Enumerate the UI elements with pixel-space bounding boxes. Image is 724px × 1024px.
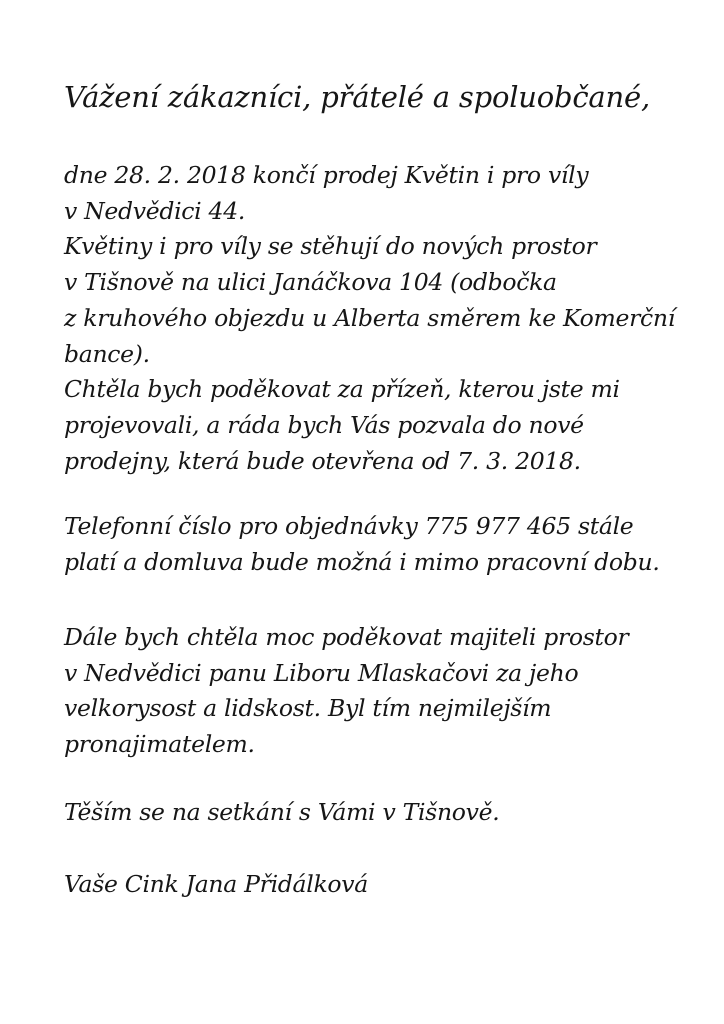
paragraph-landlord-thanks <box>64 620 628 763</box>
signature-line: Vaše Cink Jana Přidálková <box>64 870 368 898</box>
letter-greeting: Vážení zákazníci, přátelé a spoluobčané, <box>64 80 650 114</box>
text-line: Těším se na setkání s Vámi v Tišnově. <box>64 798 500 826</box>
paragraph-closing <box>64 795 499 831</box>
text-line: z kruhového objezdu u Alberta směrem ke Komerční <box>64 303 675 332</box>
text-line: platí a domluva bude možná i mimo pracovní dobu. <box>64 547 660 576</box>
text-line: bance). <box>64 339 150 368</box>
paragraph-phone-orders <box>64 509 660 580</box>
text-line: prodejny, která bude otevřena od 7. 3. 2018. <box>64 446 581 475</box>
text-line: v Nedvědici 44. <box>64 196 246 225</box>
text-line: dne 28. 2. 2018 končí prodej Květin i pro víly <box>64 161 589 189</box>
text-line: v Nedvědici panu Liboru Mlaskačovi za jeho <box>64 658 579 687</box>
text-line: Dále bych chtěla moc poděkovat majiteli prostor <box>64 623 629 651</box>
letter-signature <box>64 867 368 903</box>
text-line: v Tišnově na ulici Janáčkova 104 (odbočka <box>64 268 557 297</box>
paragraph-relocation-announcement <box>64 158 675 479</box>
text-line: Květiny i pro víly se stěhují do nových prostor <box>64 232 597 261</box>
text-line: pronajimatelem. <box>64 730 255 759</box>
text-line: velkorysost a lidskost. Byl tím nejmilejším <box>64 694 552 723</box>
text-line: projevovali, a ráda bych Vás pozvala do nové <box>64 410 584 439</box>
text-line: Chtěla bych poděkovat za přízeň, kterou jste mi <box>64 375 620 404</box>
text-line: Telefonní číslo pro objednávky 775 977 465 stále <box>64 512 634 540</box>
